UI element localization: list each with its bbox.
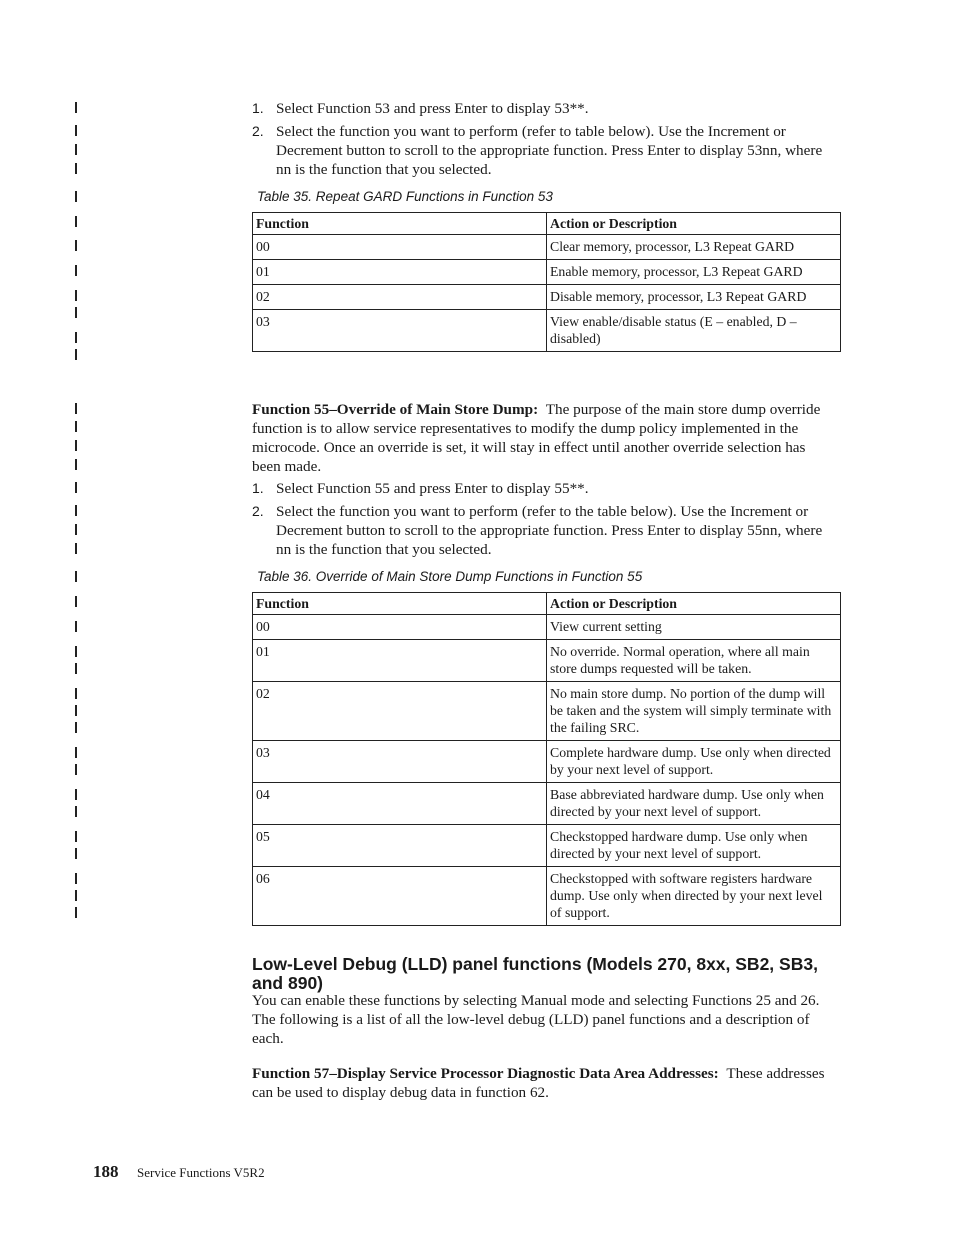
step-number: 1. <box>252 480 264 496</box>
table-cell: 02 <box>253 285 547 310</box>
revision-bar <box>75 349 77 360</box>
revision-bar <box>75 646 77 657</box>
revision-bar <box>75 524 77 535</box>
revision-bar <box>75 102 77 113</box>
table-cell: Checkstopped with software registers hardware dump. Use only when directed by your next level of support. <box>547 867 841 926</box>
page-number: 188 <box>93 1162 119 1181</box>
table-row <box>253 235 841 260</box>
revision-bar <box>75 216 77 227</box>
table-cell: 00 <box>253 615 547 640</box>
table-35-caption: Table 35. Repeat GARD Functions in Function 53 <box>257 189 553 204</box>
table-cell: 01 <box>253 260 547 285</box>
table-cell: Complete hardware dump. Use only when directed by your next level of support. <box>547 741 841 783</box>
revision-bar <box>75 890 77 901</box>
revision-bar <box>75 240 77 251</box>
step-text: Select Function 55 and press Enter to display 55**. <box>276 480 589 497</box>
function-55-description: The purpose of the main store dump override function is to allow service representatives to modify the dump policy implemented in the microcode. Once an override is set, it will stay in effect until another override selection has been made. <box>252 401 821 475</box>
column-header: Function <box>253 213 547 235</box>
revision-bar <box>75 421 77 432</box>
table-header-row <box>253 213 841 235</box>
table-cell: 00 <box>253 235 547 260</box>
function-57-description: These addresses can be used to display debug data in function 62. <box>252 1065 825 1101</box>
function-55-intro <box>252 400 834 476</box>
step-number: 2. <box>252 503 264 519</box>
table-row <box>253 640 841 682</box>
footer-title: Service Functions V5R2 <box>137 1165 265 1180</box>
step-text: Select the function you want to perform (refer to the table below). Use the Increment or Decrement button to scroll to the appropriate function. Press Enter to display 55nn, where nn is the function that you selected. <box>276 503 823 558</box>
table-36-caption: Table 36. Override of Main Store Dump Functions in Function 55 <box>257 569 643 584</box>
table-row <box>253 741 841 783</box>
revision-bar <box>75 505 77 516</box>
revision-bar <box>75 290 77 301</box>
revision-bar <box>75 596 77 607</box>
table-row <box>253 825 841 867</box>
step-2-fn53 <box>252 122 832 179</box>
table-row <box>253 615 841 640</box>
table-cell: Disable memory, processor, L3 Repeat GARD <box>547 285 841 310</box>
table-cell: No main store dump. No portion of the dump will be taken and the system will simply terminate with the failing SRC. <box>547 682 841 741</box>
revision-bar <box>75 789 77 800</box>
step-1-fn55 <box>252 479 832 498</box>
section-heading: Low-Level Debug (LLD) panel functions (Models 270, 8xx, SB2, SB3, and 890) <box>252 954 818 993</box>
table-cell: 03 <box>253 741 547 783</box>
revision-bar <box>75 705 77 716</box>
table-cell: Checkstopped hardware dump. Use only when directed by your next level of support. <box>547 825 841 867</box>
lld-intro-paragraph: You can enable these functions by selecting Manual mode and selecting Functions 25 and 26. The following is a list of all the low-level debug (LLD) panel functions and a description of each. <box>252 992 820 1047</box>
revision-bar <box>75 163 77 174</box>
table-cell: 03 <box>253 310 547 352</box>
table-row <box>253 867 841 926</box>
revision-bar <box>75 482 77 493</box>
revision-bar <box>75 125 77 136</box>
table-cell: No override. Normal operation, where all main store dumps requested will be taken. <box>547 640 841 682</box>
revision-bar <box>75 806 77 817</box>
revision-bar <box>75 831 77 842</box>
step-number: 2. <box>252 123 264 139</box>
table-cell: 01 <box>253 640 547 682</box>
step-text: Select the function you want to perform (refer to table below). Use the Increment or Decrement button to scroll to the appropriate function. Press Enter to display 53nn, where nn is the function that you selected. <box>276 123 823 178</box>
revision-bar <box>75 907 77 918</box>
revision-bar <box>75 571 77 582</box>
table-row <box>253 682 841 741</box>
step-1-fn53 <box>252 99 832 118</box>
revision-bar <box>75 873 77 884</box>
revision-bar <box>75 543 77 554</box>
table-cell: Base abbreviated hardware dump. Use only when directed by your next level of support. <box>547 783 841 825</box>
table-cell: 04 <box>253 783 547 825</box>
function-57-paragraph <box>252 1064 834 1102</box>
table-36 <box>252 592 841 926</box>
revision-bar <box>75 307 77 318</box>
table-cell: Enable memory, processor, L3 Repeat GARD <box>547 260 841 285</box>
function-57-title: Function 57–Display Service Processor Diagnostic Data Area Addresses: <box>252 1065 719 1082</box>
column-header: Action or Description <box>547 593 841 615</box>
revision-bar <box>75 764 77 775</box>
column-header: Action or Description <box>547 213 841 235</box>
table-35 <box>252 212 841 352</box>
revision-bar <box>75 332 77 343</box>
table-cell: 02 <box>253 682 547 741</box>
revision-bar <box>75 265 77 276</box>
table-row <box>253 783 841 825</box>
column-header: Function <box>253 593 547 615</box>
revision-bar <box>75 440 77 451</box>
function-55-title: Function 55–Override of Main Store Dump: <box>252 401 539 418</box>
revision-bar <box>75 722 77 733</box>
revision-bar <box>75 621 77 632</box>
table-row <box>253 310 841 352</box>
step-2-fn55 <box>252 502 832 559</box>
revision-bar <box>75 663 77 674</box>
table-cell: 05 <box>253 825 547 867</box>
revision-bar <box>75 848 77 859</box>
table-cell: View current setting <box>547 615 841 640</box>
table-cell: View enable/disable status (E – enabled, D – disabled) <box>547 310 841 352</box>
table-cell: Clear memory, processor, L3 Repeat GARD <box>547 235 841 260</box>
revision-bar <box>75 688 77 699</box>
table-row <box>253 260 841 285</box>
table-cell: 06 <box>253 867 547 926</box>
step-text: Select Function 53 and press Enter to display 53**. <box>276 100 589 117</box>
revision-bar <box>75 459 77 470</box>
revision-bar <box>75 191 77 202</box>
revision-bar <box>75 144 77 155</box>
revision-bar <box>75 403 77 414</box>
revision-bar <box>75 747 77 758</box>
table-row <box>253 285 841 310</box>
step-number: 1. <box>252 100 264 116</box>
table-header-row <box>253 593 841 615</box>
